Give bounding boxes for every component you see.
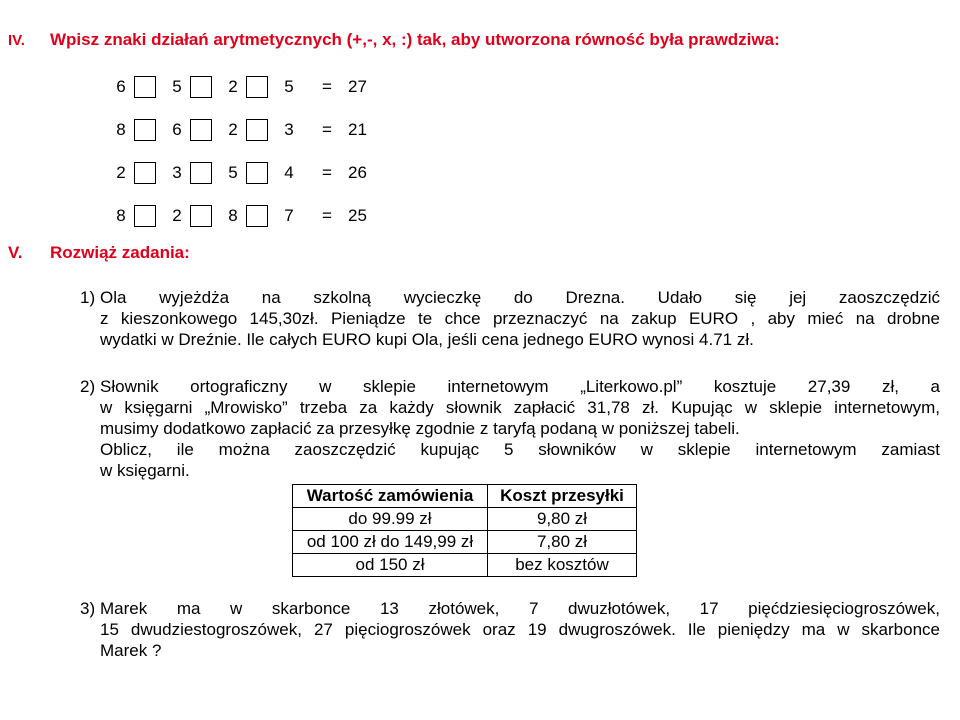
section-5-heading — [8, 243, 190, 263]
section-5-number: V. — [8, 243, 23, 262]
table-header: Wartość zamówienia — [293, 485, 488, 508]
operand: 7 — [284, 205, 294, 225]
table-cell: 9,80 zł — [488, 508, 637, 531]
equals-sign: = — [322, 119, 332, 139]
task-3-line: Marek ma w skarbonce 13 złotówek, 7 dwuzłotówek, 17 pięćdziesięciogroszówek, — [100, 599, 940, 618]
operand: 3 — [172, 162, 182, 182]
task-3-line: 15 dwudziestogroszówek, 27 pięciogroszówek oraz 19 dwugroszówek. Ile pieniędzy ma w skarbonce — [100, 620, 940, 639]
operand: 5 — [172, 76, 182, 96]
task-2 — [80, 376, 940, 481]
task-1-label: 1) — [80, 288, 96, 307]
section-4-heading — [8, 30, 780, 50]
operator-box[interactable] — [134, 205, 156, 227]
equals-sign: = — [322, 162, 332, 182]
result: 21 — [348, 119, 367, 139]
operand: 6 — [172, 119, 182, 139]
task-1-line: Ola wyjeżdża na szkolną wycieczkę do Drezna. Udało się jej zaoszczędzić — [100, 288, 940, 307]
task-2-label: 2) — [80, 377, 96, 396]
section-5-title: Rozwiąż zadania: — [50, 243, 190, 262]
task-3-line: Marek ? — [100, 641, 162, 660]
operand: 5 — [284, 76, 294, 96]
shipping-table — [292, 484, 637, 577]
table-header-row — [293, 485, 637, 508]
operator-box[interactable] — [246, 162, 268, 184]
operator-box[interactable] — [134, 119, 156, 141]
section-4-title: Wpisz znaki działań arytmetycznych (+,-, x, :) tak, aby utworzona równość była prawdziwa: — [50, 30, 780, 49]
equation-row-2 — [112, 108, 378, 151]
operand: 6 — [116, 76, 126, 96]
equals-sign: = — [322, 76, 332, 96]
operator-box[interactable] — [190, 119, 212, 141]
table-row — [293, 554, 637, 577]
section-4-number: IV. — [8, 32, 25, 49]
operand: 5 — [228, 162, 238, 182]
task-3 — [80, 598, 940, 661]
operator-box[interactable] — [246, 119, 268, 141]
operand: 2 — [172, 205, 182, 225]
operand: 3 — [284, 119, 294, 139]
result: 27 — [348, 76, 367, 96]
table-row — [293, 531, 637, 554]
operand: 2 — [116, 162, 126, 182]
operator-box[interactable] — [134, 162, 156, 184]
equations-list — [112, 65, 378, 237]
equation-row-4 — [112, 194, 378, 237]
task-1-line: z kieszonkowego 145,30zł. Pieniądze te chce przeznaczyć na zakup EURO , aby mieć na drobne — [100, 309, 940, 328]
task-1 — [80, 287, 940, 350]
operator-box[interactable] — [246, 76, 268, 98]
equation-row-3 — [112, 151, 378, 194]
equation-row-1 — [112, 65, 378, 108]
operand: 8 — [228, 205, 238, 225]
task-2-line: Oblicz, ile można zaoszczędzić kupując 5 słowników w sklepie internetowym zamiast — [100, 440, 940, 459]
task-3-label: 3) — [80, 599, 96, 618]
operand: 4 — [284, 162, 294, 182]
result: 25 — [348, 205, 367, 225]
operator-box[interactable] — [134, 76, 156, 98]
table-cell: do 99.99 zł — [293, 508, 488, 531]
operand: 8 — [116, 119, 126, 139]
task-2-line: musimy dodatkowo zapłacić za przesyłkę zgodnie z taryfą podaną w poniższej tabeli. — [100, 419, 740, 438]
task-2-line: w księgarni. — [100, 461, 190, 480]
task-1-line: wydatki w Dreźnie. Ile całych EURO kupi Ola, jeśli cena jednego EURO wynosi 4.71 zł. — [100, 330, 754, 349]
operator-box[interactable] — [190, 205, 212, 227]
operand: 8 — [116, 205, 126, 225]
operator-box[interactable] — [190, 76, 212, 98]
table-cell: 7,80 zł — [488, 531, 637, 554]
operator-box[interactable] — [246, 205, 268, 227]
task-2-line: Słownik ortograficzny w sklepie internetowym „Literkowo.pl” kosztuje 27,39 zł, a — [100, 377, 940, 396]
operator-box[interactable] — [190, 162, 212, 184]
equals-sign: = — [322, 205, 332, 225]
table-cell: od 150 zł — [293, 554, 488, 577]
task-2-line: w księgarni „Mrowisko” trzeba za każdy słownik zapłacić 31,78 zł. Kupując w sklepie internetowym, — [100, 398, 940, 417]
operand: 2 — [228, 76, 238, 96]
table-cell: od 100 zł do 149,99 zł — [293, 531, 488, 554]
table-cell: bez kosztów — [488, 554, 637, 577]
operand: 2 — [228, 119, 238, 139]
table-row — [293, 508, 637, 531]
result: 26 — [348, 162, 367, 182]
table-header: Koszt przesyłki — [488, 485, 637, 508]
